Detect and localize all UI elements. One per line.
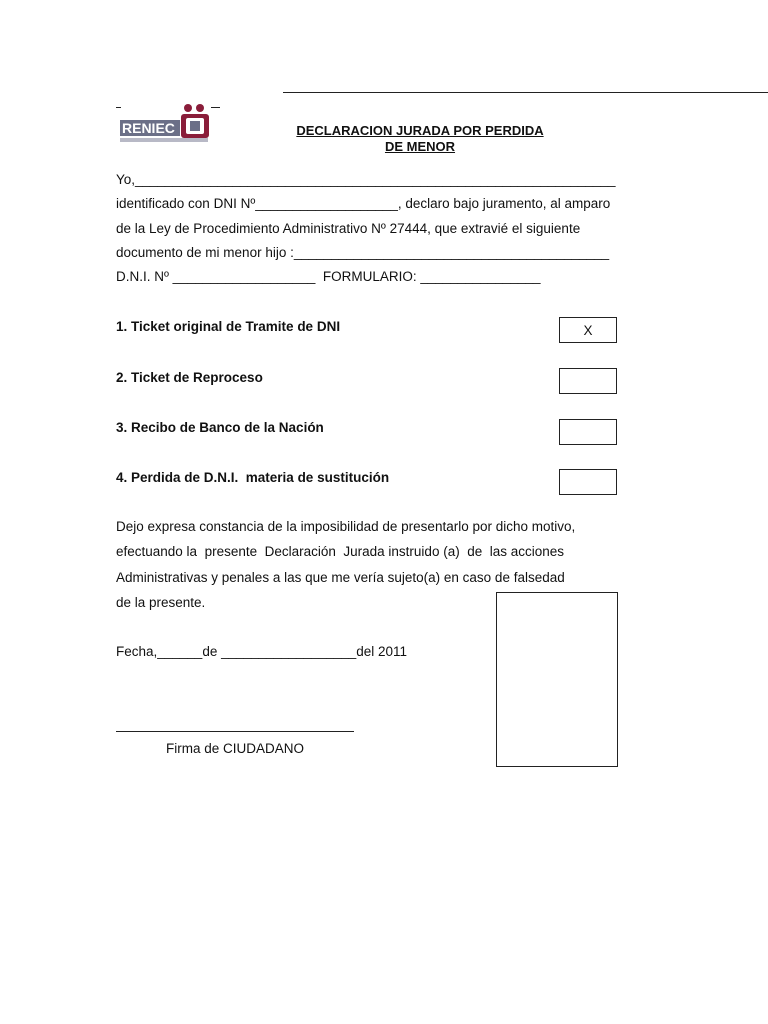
child-document-line: documento de mi menor hijo :__________________________________________ bbox=[116, 245, 610, 260]
logo-wordmark: RENIEC bbox=[122, 120, 175, 136]
statement-line: Dejo expresa constancia de la imposibilidad de presentarlo por dicho motivo, bbox=[116, 519, 576, 534]
signature-label: Firma de CIUDADANO bbox=[166, 741, 305, 756]
page-title-line2: DE MENOR bbox=[384, 139, 456, 154]
reniec-logo bbox=[118, 100, 212, 145]
item-checkbox-ticket-original[interactable] bbox=[559, 317, 617, 343]
page-title-line1: DECLARACION JURADA POR PERDIDA bbox=[296, 123, 544, 138]
checkbox-mark: X bbox=[583, 323, 593, 338]
fingerprint-box bbox=[496, 592, 618, 767]
statement-line: efectuando la presente Declaración Jurada instruido (a) de las acciones bbox=[116, 544, 565, 559]
dni-line: identificado con DNI Nº___________________, declaro bajo juramento, al amparo bbox=[116, 196, 611, 211]
dni-form-line: D.N.I. Nº ___________________ FORMULARIO: ________________ bbox=[116, 269, 541, 284]
law-line: de la Ley de Procedimiento Administrativo Nº 27444, que extravié el siguiente bbox=[116, 221, 581, 236]
item-checkbox-ticket-reproceso[interactable] bbox=[559, 368, 617, 394]
statement-line: de la presente. bbox=[116, 595, 206, 610]
item-checkbox-recibo-banco[interactable] bbox=[559, 419, 617, 445]
reniec-logo-graphic bbox=[118, 100, 212, 145]
statement-line: Administrativas y penales a las que me vería sujeto(a) en caso de falsedad bbox=[116, 570, 565, 585]
date-line: Fecha,______de __________________del 2011 bbox=[116, 644, 408, 659]
item-label-ticket-reproceso: 2. Ticket de Reproceso bbox=[116, 370, 263, 385]
item-label-ticket-original: 1. Ticket original de Tramite de DNI bbox=[116, 319, 341, 334]
declarant-name-line: Yo,________________________________________________________________ bbox=[116, 172, 616, 187]
signature-line bbox=[116, 731, 354, 732]
top-rule bbox=[283, 92, 768, 93]
item-label-recibo-banco: 3. Recibo de Banco de la Nación bbox=[116, 420, 324, 435]
item-label-perdida-dni: 4. Perdida de D.N.I. materia de sustitución bbox=[116, 470, 390, 485]
item-checkbox-perdida-dni[interactable] bbox=[559, 469, 617, 495]
header-dash-right bbox=[211, 107, 220, 108]
